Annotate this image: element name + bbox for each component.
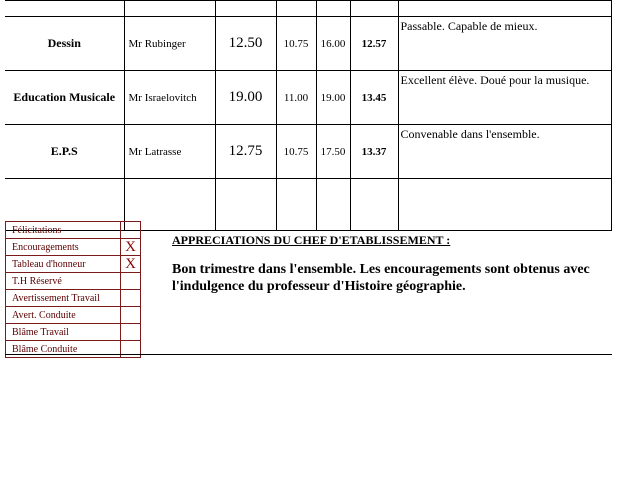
mention-label: T.H Réservé [6,273,121,290]
mention-row [6,324,141,341]
student-average: 12.50 [215,17,276,71]
mention-mark [121,222,141,239]
mention-row [6,256,141,273]
mention-label: Tableau d'honneur [6,256,121,273]
max-grade: 16.00 [316,17,350,71]
mention-label: Blâme Conduite [6,341,121,358]
max-grade: 17.50 [316,125,350,179]
teacher-comment: Passable. Capable de mieux. [398,17,611,71]
table-row [5,125,611,179]
divider [5,354,140,355]
mention-mark: X [121,239,141,256]
subject-name: Dessin [5,17,124,71]
subject-name: E.P.S [5,125,124,179]
mention-label: Blâme Travail [6,324,121,341]
teacher-comment: Convenable dans l'ensemble. [398,125,611,179]
mention-label: Avert. Conduite [6,307,121,324]
teacher-name: Mr Rubinger [124,17,215,71]
student-average: 12.75 [215,125,276,179]
grades-table [5,0,612,231]
class-average: 13.37 [350,125,398,179]
appreciation-title: APPRECIATIONS DU CHEF D'ETABLISSEMENT : [172,233,451,247]
mention-row [6,273,141,290]
mention-mark [121,273,141,290]
mention-mark: X [121,256,141,273]
class-average: 13.45 [350,71,398,125]
subject-name: Education Musicale [5,71,124,125]
class-average: 12.57 [350,17,398,71]
mention-label: Félicitations [6,222,121,239]
teacher-name: Mr Latrasse [124,125,215,179]
mention-mark [121,324,141,341]
max-grade: 19.00 [316,71,350,125]
table-row [5,17,611,71]
mentions-table [5,221,141,358]
teacher-name: Mr Israelovitch [124,71,215,125]
min-grade: 10.75 [276,17,316,71]
teacher-comment: Excellent élève. Doué pour la musique. [398,71,611,125]
mention-mark [121,307,141,324]
min-grade: 11.00 [276,71,316,125]
mention-row [6,239,141,256]
mention-row [6,222,141,239]
mention-label: Encouragements [6,239,121,256]
mention-row [6,307,141,324]
appreciation-text: Bon trimestre dans l'ensemble. Les encouragements sont obtenus avec l'indulgence du professeur d'Histoire géographie. [172,262,590,294]
mention-row [6,290,141,307]
table-row [5,71,611,125]
min-grade: 10.75 [276,125,316,179]
appreciation-section [140,220,612,355]
mention-mark [121,290,141,307]
student-average: 19.00 [215,71,276,125]
mention-label: Avertissement Travail [6,290,121,307]
table-row-top [5,1,611,17]
